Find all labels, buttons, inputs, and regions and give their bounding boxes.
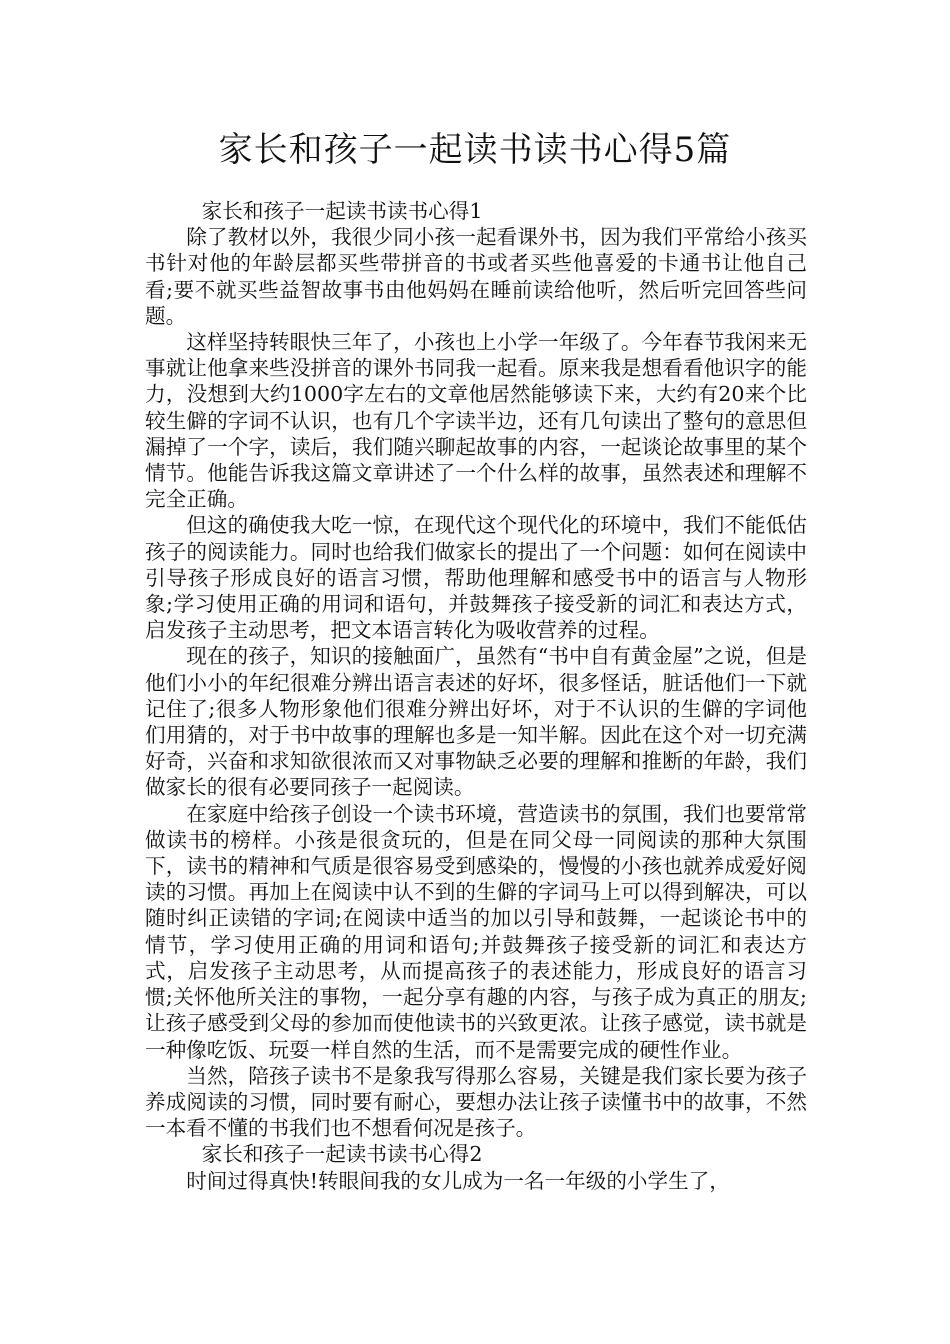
paragraph: 时间过得真快!转眼间我的女儿成为一名一年级的小学生了，	[186, 1168, 730, 1193]
section-heading-2: 家长和孩子一起读书读书心得2	[201, 1142, 483, 1167]
paragraph: 在家庭中给孩子创设一个读书环境，营造读书的氛围，我们也要常常做读书的榜样。小孩是很贪玩的，但是在同父母一同阅读的那种大氛围下，读书的精神和气质是很容易受到感染的，慢慢的小孩也就养成爱好阅读的习惯。再加上在阅读中认不到的生僻的字词马上可以得到解决，可以随时纠正读错的字词;在阅读中适当的加以引导和鼓舞，一起谈论书中的情节，学习使用正确的用词和语句;并鼓舞孩子接受新的词汇和表达方式，启发孩子主动思考，从而提高孩子的表述能力，形成良好的语言习惯;关怀他所关注的事物，一起分享有趣的内容，与孩子成为真正的朋友;让孩子感受到父母的参加而使他读书的兴致更浓。让孩子感觉，读书就是一种像吃饭、玩耍一样自然的生活，而不是需要完成的硬性作业。	[145, 801, 807, 1062]
paragraph: 但这的确使我大吃一惊，在现代这个现代化的环境中，我们不能低估孩子的阅读能力。同时也给我们做家长的提出了一个问题：如何在阅读中引导孩子形成良好的语言习惯，帮助他理解和感受书中的语言与人物形象;学习使用正确的用词和语句，并鼓舞孩子接受新的词汇和表达方式，启发孩子主动思考，把文本语言转化为吸收营养的过程。	[145, 513, 807, 643]
document-title: 家长和孩子一起读书读书心得5篇	[218, 130, 732, 170]
paragraph: 除了教材以外，我很少同小孩一起看课外书，因为我们平常给小孩买书针对他的年龄层都买些带拼音的书或者买些他喜爱的卡通书让他自己看;要不就买些益智故事书由他妈妈在睡前读给他听，然后听完回答些问题。	[145, 225, 807, 328]
paragraph: 当然，陪孩子读书不是象我写得那么容易，关键是我们家长要为孩子养成阅读的习惯，同时要有耐心，要想办法让孩子读懂书中的故事，不然一本看不懂的书我们也不想看何况是孩子。	[145, 1063, 807, 1141]
section-heading-1: 家长和孩子一起读书读书心得1	[201, 199, 483, 223]
paragraph: 现在的孩子，知识的接触面广，虽然有“书中自有黄金屋”之说，但是他们小小的年纪很难分辨出语言表述的好坏，很多怪话，脏话他们一下就记住了;很多人物形象他们很难分辨出好坏，对于不认识的生僻的字词他们用猜的，对于书中故事的理解也多是一知半解。因此在这个对一切充满好奇，兴奋和求知欲很浓而又对事物缺乏必要的理解和推断的年龄，我们做家长的很有必要同孩子一起阅读。	[145, 644, 807, 800]
paragraph: 这样坚持转眼快三年了，小孩也上小学一年级了。今年春节我闲来无事就让他拿来些没拼音的课外书同我一起看。原来我是想看看他识字的能力，没想到大约1000字左右的文章他居然能够读下来，大约有20来个比较生僻的字词不认识，也有几个字读半边，还有几句读出了整句的意思但漏掉了一个字，读后，我们随兴聊起故事的内容，一起谈论故事里的某个情节。他能告诉我这篇文章讲述了一个什么样的故事，虽然表述和理解不完全正确。	[145, 330, 807, 512]
document-body	[145, 198, 807, 1194]
